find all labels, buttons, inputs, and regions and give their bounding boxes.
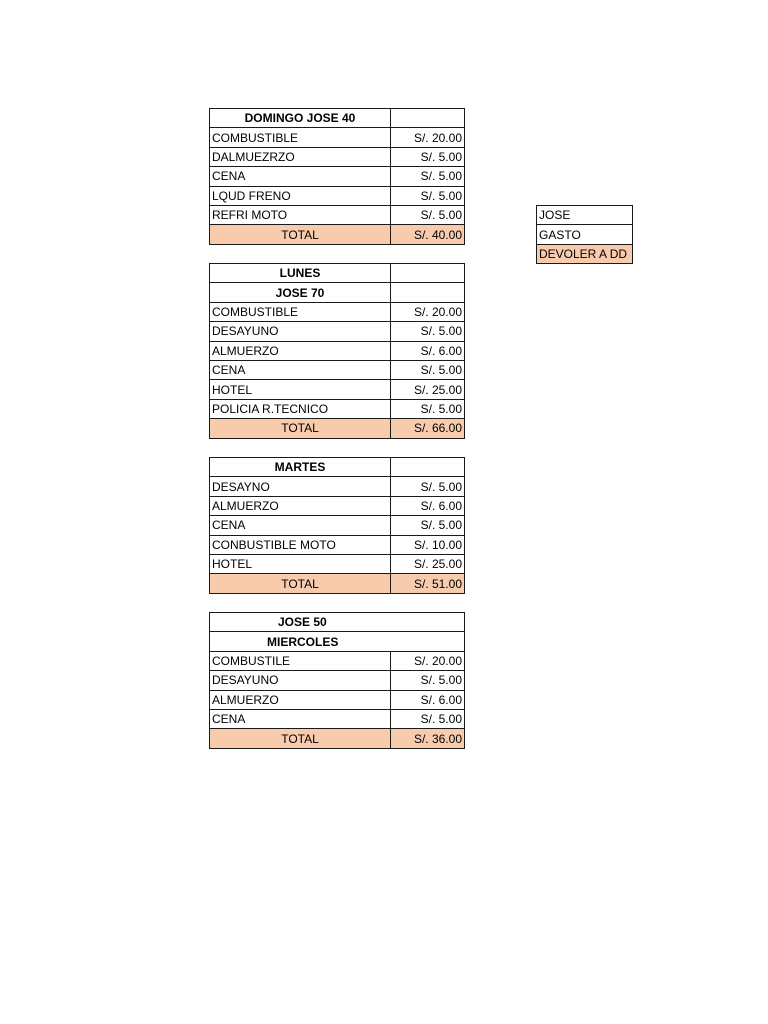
table-row [537, 225, 633, 244]
empty-cell [391, 109, 465, 128]
expense-label: DESAYNO [210, 477, 391, 496]
empty-cell [391, 458, 465, 477]
total-row [210, 225, 465, 244]
table-row [210, 205, 465, 224]
expense-amount: S/. 5.00 [391, 399, 465, 418]
table-row [210, 399, 465, 418]
expense-amount: S/. 10.00 [391, 535, 465, 554]
table-row [210, 302, 465, 321]
martes-table [209, 457, 465, 594]
table-row [210, 147, 465, 166]
total-amount: S/. 36.00 [391, 729, 465, 748]
table-row [210, 360, 465, 379]
table-row [537, 206, 633, 225]
table-subtitle: MIERCOLES [210, 632, 465, 651]
table-subtitle: JOSE 70 [210, 283, 391, 302]
total-label: TOTAL [210, 419, 391, 438]
expense-label: CENA [210, 167, 391, 186]
expense-label: COMBUSTIBLE [210, 128, 391, 147]
domingo-table [209, 108, 465, 245]
expense-label: CENA [210, 516, 391, 535]
total-amount: S/. 40.00 [391, 225, 465, 244]
total-row [210, 729, 465, 748]
expense-label: POLICIA R.TECNICO [210, 399, 391, 418]
expense-amount: S/. 5.00 [391, 322, 465, 341]
table-title: LUNES [210, 264, 391, 283]
total-row [537, 244, 633, 263]
expense-label: DALMUEZRZO [210, 147, 391, 166]
expense-amount: S/. 20.00 [391, 128, 465, 147]
total-row [210, 574, 465, 593]
expense-amount: S/. 5.00 [391, 205, 465, 224]
summary-label: JOSE [537, 206, 633, 225]
empty-cell [391, 283, 465, 302]
table-row [210, 690, 465, 709]
expense-label: HOTEL [210, 554, 391, 573]
expense-label: CENA [210, 360, 391, 379]
expense-amount: S/. 5.00 [391, 477, 465, 496]
expense-amount: S/. 25.00 [391, 380, 465, 399]
table-title: DOMINGO JOSE 40 [210, 109, 391, 128]
table-header-row [210, 458, 465, 477]
expense-amount: S/. 5.00 [391, 360, 465, 379]
expense-amount: S/. 25.00 [391, 554, 465, 573]
table-row [210, 167, 465, 186]
total-amount: S/. 51.00 [391, 574, 465, 593]
expense-amount: S/. 6.00 [391, 496, 465, 515]
table-row [210, 128, 465, 147]
expense-amount: S/. 5.00 [391, 147, 465, 166]
total-label: TOTAL [210, 225, 391, 244]
total-amount: S/. 66.00 [391, 419, 465, 438]
expense-amount: S/. 5.00 [391, 709, 465, 728]
expense-label: ALMUERZO [210, 690, 391, 709]
total-row [210, 419, 465, 438]
expense-amount: S/. 20.00 [391, 302, 465, 321]
table-row [210, 516, 465, 535]
total-label: TOTAL [210, 729, 391, 748]
total-label: TOTAL [210, 574, 391, 593]
table-title: JOSE 50 [210, 613, 465, 632]
summary-table [536, 205, 633, 264]
expense-label: ALMUERZO [210, 496, 391, 515]
table-row [210, 671, 465, 690]
table-row [210, 535, 465, 554]
table-row [210, 380, 465, 399]
miercoles-table [209, 612, 465, 749]
lunes-table [209, 263, 465, 439]
expense-amount: S/. 6.00 [391, 690, 465, 709]
table-row [210, 341, 465, 360]
table-header-row [210, 613, 465, 632]
expense-label: DESAYUNO [210, 671, 391, 690]
table-row [210, 477, 465, 496]
expense-amount: S/. 5.00 [391, 186, 465, 205]
expense-amount: S/. 20.00 [391, 651, 465, 670]
table-header-row [210, 264, 465, 283]
expense-label: LQUD FRENO [210, 186, 391, 205]
table-row [210, 554, 465, 573]
expense-label: CONBUSTIBLE MOTO [210, 535, 391, 554]
table-header-row [210, 283, 465, 302]
expense-amount: S/. 6.00 [391, 341, 465, 360]
expense-label: COMBUSTIBLE [210, 302, 391, 321]
summary-highlight: DEVOLER A DD [537, 244, 633, 263]
expense-label: COMBUSTILE [210, 651, 391, 670]
table-row [210, 186, 465, 205]
empty-cell [391, 264, 465, 283]
expense-label: CENA [210, 709, 391, 728]
expense-label: DESAYUNO [210, 322, 391, 341]
table-row [210, 651, 465, 670]
expense-amount: S/. 5.00 [391, 167, 465, 186]
summary-label: GASTO [537, 225, 633, 244]
table-row [210, 709, 465, 728]
table-header-row [210, 632, 465, 651]
expense-label: ALMUERZO [210, 341, 391, 360]
expense-label: REFRI MOTO [210, 205, 391, 224]
expense-amount: S/. 5.00 [391, 516, 465, 535]
expense-amount: S/. 5.00 [391, 671, 465, 690]
table-title: MARTES [210, 458, 391, 477]
table-row [210, 322, 465, 341]
table-row [210, 496, 465, 515]
table-header-row [210, 109, 465, 128]
expense-label: HOTEL [210, 380, 391, 399]
